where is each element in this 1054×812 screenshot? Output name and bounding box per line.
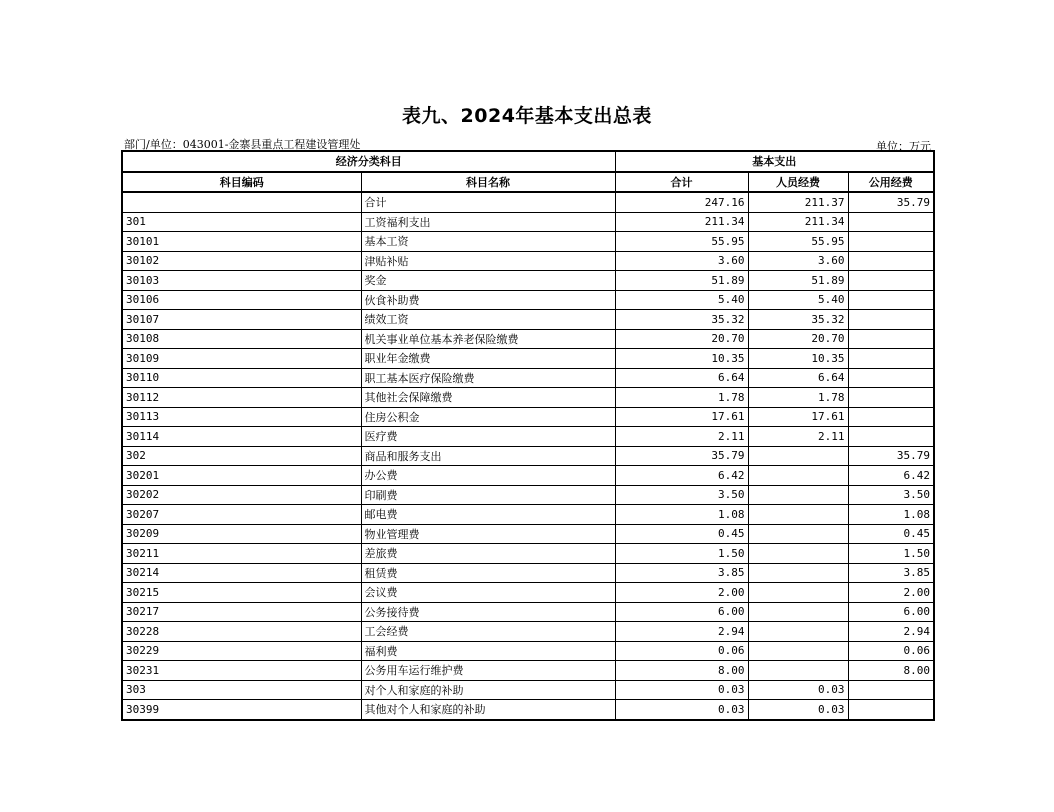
header-subject-name: 科目名称: [361, 172, 615, 193]
cell-subject-name: 职业年金缴费: [361, 349, 615, 369]
header-economic-classification: 经济分类科目: [122, 151, 615, 172]
cell-subject-name: 差旅费: [361, 544, 615, 564]
cell-personnel-expense: [748, 524, 848, 544]
cell-public-expense: [848, 232, 934, 252]
header-basic-expenditure: 基本支出: [615, 151, 934, 172]
cell-public-expense: [848, 329, 934, 349]
cell-public-expense: 8.00: [848, 661, 934, 681]
cell-subject-name: 福利费: [361, 641, 615, 661]
cell-total: 0.45: [615, 524, 748, 544]
cell-personnel-expense: 17.61: [748, 407, 848, 427]
cell-subject-name: 津贴补贴: [361, 251, 615, 271]
table-row: [122, 583, 934, 603]
cell-subject-name: 物业管理费: [361, 524, 615, 544]
cell-personnel-expense: [748, 563, 848, 583]
cell-subject-name: 公务用车运行维护费: [361, 661, 615, 681]
cell-public-expense: 2.94: [848, 622, 934, 642]
cell-subject-code: 303: [122, 680, 361, 700]
cell-subject-code: 30108: [122, 329, 361, 349]
cell-subject-code: 302: [122, 446, 361, 466]
table-body: [122, 192, 934, 720]
cell-subject-name: 绩效工资: [361, 310, 615, 330]
cell-personnel-expense: 6.64: [748, 368, 848, 388]
cell-public-expense: [848, 427, 934, 447]
cell-subject-code: 30101: [122, 232, 361, 252]
table-row: [122, 446, 934, 466]
cell-subject-code: 30207: [122, 505, 361, 525]
cell-total: 247.16: [615, 192, 748, 212]
cell-subject-code: 30202: [122, 485, 361, 505]
cell-total: 3.85: [615, 563, 748, 583]
cell-subject-name: 商品和服务支出: [361, 446, 615, 466]
cell-personnel-expense: [748, 544, 848, 564]
cell-total: 55.95: [615, 232, 748, 252]
cell-personnel-expense: [748, 661, 848, 681]
cell-subject-name: 会议费: [361, 583, 615, 603]
table-row: [122, 544, 934, 564]
cell-total: 35.79: [615, 446, 748, 466]
cell-subject-name: 职工基本医疗保险缴费: [361, 368, 615, 388]
cell-total: 0.03: [615, 680, 748, 700]
cell-public-expense: 1.50: [848, 544, 934, 564]
table-row: [122, 192, 934, 212]
cell-total: 20.70: [615, 329, 748, 349]
cell-subject-name: 其他社会保障缴费: [361, 388, 615, 408]
cell-subject-name: 伙食补助费: [361, 290, 615, 310]
cell-subject-code: 30106: [122, 290, 361, 310]
cell-public-expense: [848, 251, 934, 271]
table-row: [122, 427, 934, 447]
cell-public-expense: [848, 349, 934, 369]
cell-subject-name: 办公费: [361, 466, 615, 486]
cell-personnel-expense: 211.34: [748, 212, 848, 232]
table-row: [122, 212, 934, 232]
cell-subject-code: 30103: [122, 271, 361, 291]
cell-personnel-expense: [748, 446, 848, 466]
cell-subject-name: 医疗费: [361, 427, 615, 447]
table-row: [122, 349, 934, 369]
table-row: [122, 505, 934, 525]
cell-public-expense: 35.79: [848, 192, 934, 212]
cell-public-expense: [848, 700, 934, 720]
cell-personnel-expense: [748, 466, 848, 486]
cell-total: 3.60: [615, 251, 748, 271]
cell-personnel-expense: [748, 641, 848, 661]
cell-total: 8.00: [615, 661, 748, 681]
expenditure-table: [121, 150, 935, 721]
cell-subject-code: 301: [122, 212, 361, 232]
cell-public-expense: 1.08: [848, 505, 934, 525]
cell-total: 0.06: [615, 641, 748, 661]
cell-subject-code: 30215: [122, 583, 361, 603]
cell-public-expense: 0.06: [848, 641, 934, 661]
cell-subject-code: 30217: [122, 602, 361, 622]
cell-subject-code: 30209: [122, 524, 361, 544]
table-row: [122, 368, 934, 388]
cell-total: 35.32: [615, 310, 748, 330]
cell-total: 6.64: [615, 368, 748, 388]
cell-subject-code: 30113: [122, 407, 361, 427]
cell-subject-name: 租赁费: [361, 563, 615, 583]
table-row: [122, 700, 934, 720]
cell-public-expense: 6.42: [848, 466, 934, 486]
table-row: [122, 563, 934, 583]
cell-total: 2.00: [615, 583, 748, 603]
table-row: [122, 388, 934, 408]
cell-total: 1.50: [615, 544, 748, 564]
cell-subject-name: 机关事业单位基本养老保险缴费: [361, 329, 615, 349]
cell-total: 6.42: [615, 466, 748, 486]
cell-public-expense: [848, 680, 934, 700]
table-row: [122, 290, 934, 310]
cell-subject-name: 印刷费: [361, 485, 615, 505]
department-label: 部门/单位：043001-金寨县重点工程建设管理处: [124, 138, 361, 151]
cell-total: 2.11: [615, 427, 748, 447]
cell-subject-code: 30114: [122, 427, 361, 447]
cell-subject-name: 奖金: [361, 271, 615, 291]
cell-personnel-expense: 35.32: [748, 310, 848, 330]
cell-total: 51.89: [615, 271, 748, 291]
table-row: [122, 310, 934, 330]
cell-subject-name: 基本工资: [361, 232, 615, 252]
cell-subject-code: 30399: [122, 700, 361, 720]
cell-subject-code: 30228: [122, 622, 361, 642]
table-row: [122, 271, 934, 291]
cell-public-expense: [848, 310, 934, 330]
cell-total: 5.40: [615, 290, 748, 310]
cell-subject-code: 30231: [122, 661, 361, 681]
cell-personnel-expense: [748, 505, 848, 525]
cell-subject-name: 对个人和家庭的补助: [361, 680, 615, 700]
table-row: [122, 602, 934, 622]
cell-subject-code: 30201: [122, 466, 361, 486]
cell-public-expense: [848, 407, 934, 427]
cell-total: 10.35: [615, 349, 748, 369]
cell-personnel-expense: 0.03: [748, 680, 848, 700]
cell-personnel-expense: 10.35: [748, 349, 848, 369]
cell-personnel-expense: 211.37: [748, 192, 848, 212]
cell-subject-code: 30107: [122, 310, 361, 330]
cell-personnel-expense: 2.11: [748, 427, 848, 447]
cell-public-expense: 3.50: [848, 485, 934, 505]
cell-subject-name: 工会经费: [361, 622, 615, 642]
unit-label: 单位：万元: [876, 140, 931, 153]
cell-total: 17.61: [615, 407, 748, 427]
cell-personnel-expense: [748, 485, 848, 505]
cell-public-expense: 2.00: [848, 583, 934, 603]
cell-personnel-expense: 1.78: [748, 388, 848, 408]
cell-personnel-expense: [748, 602, 848, 622]
cell-total: 211.34: [615, 212, 748, 232]
header-total: 合计: [615, 172, 748, 193]
header-subject-code: 科目编码: [122, 172, 361, 193]
cell-subject-code: 30214: [122, 563, 361, 583]
cell-subject-name: 公务接待费: [361, 602, 615, 622]
cell-public-expense: 35.79: [848, 446, 934, 466]
cell-personnel-expense: [748, 622, 848, 642]
cell-subject-code: [122, 192, 361, 212]
cell-subject-code: 30112: [122, 388, 361, 408]
cell-total: 6.00: [615, 602, 748, 622]
cell-total: 0.03: [615, 700, 748, 720]
table-row: [122, 466, 934, 486]
cell-subject-code: 30229: [122, 641, 361, 661]
table-row: [122, 485, 934, 505]
cell-total: 1.78: [615, 388, 748, 408]
cell-public-expense: [848, 271, 934, 291]
cell-personnel-expense: 0.03: [748, 700, 848, 720]
table-row: [122, 680, 934, 700]
cell-personnel-expense: 51.89: [748, 271, 848, 291]
cell-total: 1.08: [615, 505, 748, 525]
table-row: [122, 524, 934, 544]
cell-personnel-expense: 20.70: [748, 329, 848, 349]
cell-public-expense: 3.85: [848, 563, 934, 583]
cell-subject-code: 30102: [122, 251, 361, 271]
cell-public-expense: [848, 290, 934, 310]
cell-personnel-expense: 3.60: [748, 251, 848, 271]
cell-personnel-expense: 55.95: [748, 232, 848, 252]
cell-subject-code: 30109: [122, 349, 361, 369]
cell-subject-name: 合计: [361, 192, 615, 212]
table-row: [122, 329, 934, 349]
header-personnel-expense: 人员经费: [748, 172, 848, 193]
cell-public-expense: [848, 368, 934, 388]
cell-public-expense: 0.45: [848, 524, 934, 544]
table-row: [122, 407, 934, 427]
cell-subject-name: 邮电费: [361, 505, 615, 525]
cell-subject-name: 住房公积金: [361, 407, 615, 427]
cell-personnel-expense: [748, 583, 848, 603]
table-row: [122, 622, 934, 642]
cell-total: 3.50: [615, 485, 748, 505]
cell-public-expense: 6.00: [848, 602, 934, 622]
table-row: [122, 641, 934, 661]
cell-subject-name: 其他对个人和家庭的补助: [361, 700, 615, 720]
cell-public-expense: [848, 388, 934, 408]
table-row: [122, 232, 934, 252]
cell-subject-name: 工资福利支出: [361, 212, 615, 232]
table-row: [122, 251, 934, 271]
cell-subject-code: 30110: [122, 368, 361, 388]
header-public-expense: 公用经费: [848, 172, 934, 193]
cell-personnel-expense: 5.40: [748, 290, 848, 310]
cell-subject-code: 30211: [122, 544, 361, 564]
table-row: [122, 661, 934, 681]
cell-public-expense: [848, 212, 934, 232]
page-title: 表九、2024年基本支出总表: [402, 105, 652, 127]
cell-total: 2.94: [615, 622, 748, 642]
